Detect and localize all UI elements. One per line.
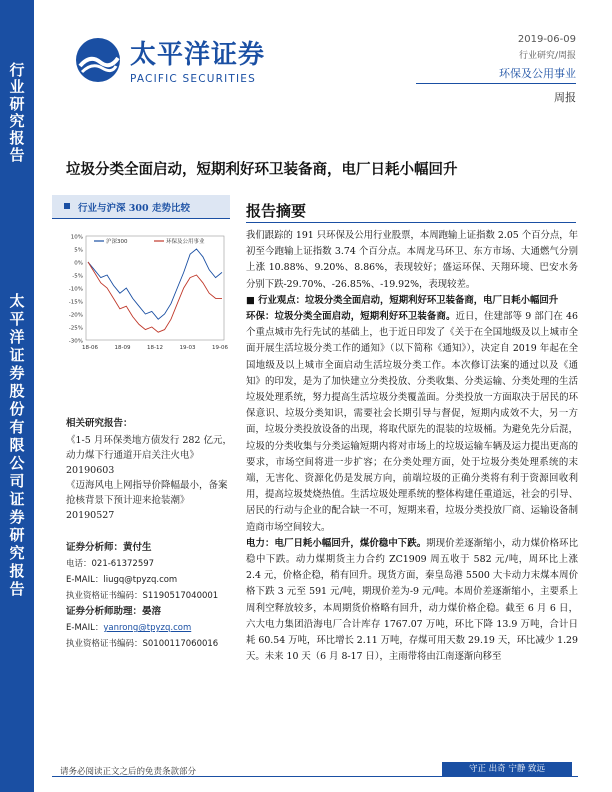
logo-chinese-name: 太平洋证券 bbox=[130, 40, 266, 70]
environment-paragraph bbox=[246, 309, 578, 536]
legend-label: 沪深300 bbox=[106, 239, 128, 245]
y-tick-label: 5% bbox=[74, 247, 83, 254]
summary-body bbox=[246, 228, 578, 665]
summary-paragraph: 我们跟踪的 191 只环保及公用行业股票，本周跑输上证指数 2.05 个百分点，年初至今跑输上证指数 3.74 个百分点。本周龙马环卫、东方市场、大通燃气分别上涨 10.88%、9.20%、8.86%，表现较好；盛运环保、天翔环境、巴安水务分别下跌-29.70%、-26.85%、-19.92%，表现较差。 bbox=[246, 230, 578, 290]
footer-disclaimer: 请务必阅读正文之后的免责条款部分 bbox=[60, 767, 197, 777]
x-tick-label: 18-12 bbox=[147, 345, 163, 351]
power-paragraph bbox=[246, 536, 578, 666]
meta-divider bbox=[416, 83, 576, 84]
analyst-2-email-row bbox=[66, 620, 236, 636]
analyst-2-email[interactable]: yanrong@tpyzq.com bbox=[103, 623, 192, 633]
related-report-date: 20190603 bbox=[66, 465, 115, 476]
y-tick-label: -30% bbox=[68, 338, 83, 345]
trend-chart-svg bbox=[56, 228, 228, 356]
side-label-company: 太平洋证券股份有限公司证券研究报告 bbox=[7, 293, 26, 599]
x-tick-label: 18-06 bbox=[82, 345, 98, 351]
related-reports bbox=[66, 416, 232, 523]
summary-title: 报告摘要 bbox=[246, 202, 307, 220]
analyst-1-name: 证券分析师：黄付生 bbox=[66, 542, 152, 553]
report-sector: 环保及公用事业 bbox=[499, 67, 576, 80]
report-date: 2019-06-09 bbox=[517, 34, 576, 45]
y-tick-label: -5% bbox=[72, 273, 83, 280]
side-label-report-type: 行业研究报告 bbox=[7, 62, 26, 164]
series-line-hs300 bbox=[88, 249, 222, 319]
legend-label: 环保及公用事业 bbox=[166, 239, 205, 245]
related-reports-heading: 相关研究报告： bbox=[66, 418, 133, 429]
trend-section-header bbox=[52, 195, 230, 219]
y-tick-label: -25% bbox=[68, 325, 83, 332]
analyst-1-phone: 电话：021-61372597 bbox=[66, 559, 155, 569]
related-report-item: 《1-5 月环保类地方债发行 282 亿元，动力煤下行通道开启关注火电》 bbox=[66, 435, 232, 461]
trend-chart bbox=[56, 228, 228, 356]
power-text: 期现价差逐渐缩小，动力煤价格环比稳中下跌。动力煤期货主力合约 ZC1909 周五收于 582 元/吨，周环比上涨 2.4 元，价格企稳，稍有回升。现货方面，秦皇岛港 5500 大卡动力末煤本周价格下跌 3 元至 591 元/吨，期现价差为-9 元/吨。本周价差逐渐缩小，主要系上周利空释放较多，本周期货价格略有回升，动力煤价格企稳。截至 6 月 6 日，六大电力集团沿海电厂合计库存 1767.07 万吨，环比下降 13.9 万吨，合计日耗 60.54 万吨，环比增长 2.11 万吨，存煤可用天数 29.19 天，环比减少 1.29 天。未来 10 天（6 月 8-17 日），主雨带将由江南逐渐向移至 bbox=[246, 537, 578, 663]
y-tick-label: 10% bbox=[70, 234, 83, 241]
summary-divider bbox=[246, 222, 576, 223]
related-report-date: 20190527 bbox=[66, 510, 115, 521]
analyst-1-email[interactable]: liugq@tpyzq.com bbox=[103, 575, 178, 585]
analyst-2-license: 执业资格证书编码：S0100117060016 bbox=[66, 639, 219, 649]
power-heading: 电力：电厂日耗小幅回升，煤价稳中下跌。 bbox=[246, 537, 427, 549]
y-tick-label: -15% bbox=[68, 299, 83, 306]
analyst-info bbox=[66, 540, 236, 652]
related-report-item: 《迈海风电上网指导价降幅最小，备案抢核背景下预计迎来抢装潮》 bbox=[66, 480, 228, 506]
report-frequency: 周报 bbox=[554, 91, 576, 104]
x-tick-label: 19-03 bbox=[179, 345, 196, 351]
analyst-1-email-label: E-MAIL： bbox=[66, 575, 104, 585]
analyst-2-name: 证券分析师助理：晏溶 bbox=[66, 606, 162, 617]
logo-english-name: PACIFIC SECURITIES bbox=[130, 73, 257, 85]
logo-wave-icon bbox=[74, 36, 122, 84]
environment-text: 近日，住建部等 9 部门在 46 个重点城市先行先试的基础上，也于近日印发了《关于在全国地级及以上城市全面开展生活垃圾分类工作的通知》（以下简称《通知》），决定自 2019 年起在全国地级及以上城市全面启动生活垃圾分类工作。本次修订法案的通过以及《通知》的印发，是为了加快建立分类投放、分类收集、分类运输、分类处理的生活垃圾处理系统，努力提高生活垃圾分类覆盖面。分类投放一方面取决于居民的环保意识、垃圾分类知识，需要社会长期引导与督促，短期内成效不大，另一方面，垃圾分类投放设备的出现，将取代原先的混装的垃圾桶。为避免先分后混，垃圾的分类收集与分类运输短期内将对市场上的垃圾运输车辆及运力提出更高的要求，市场空间将进一步扩容；在分类处理方面，处于垃圾分类处理系统的末端，无害化、资源化仍是发展方向，前端垃圾的正确分类将有利于资源回收利用，提高垃圾焚烧热值。生活垃圾处理系统的整体构建任重道远，社会的引导、居民的行动与企业的配合缺一不可，短期来看，垃圾分类投放厂商、运输设备制造商市场空间较大。 bbox=[246, 311, 578, 533]
analyst-1-email-row bbox=[66, 572, 236, 588]
x-tick-label: 18-09 bbox=[114, 345, 131, 351]
report-kind: 行业研究/周报 bbox=[518, 51, 576, 61]
y-tick-label: -10% bbox=[68, 286, 83, 293]
x-tick-label: 19-06 bbox=[212, 345, 228, 351]
square-bullet-icon bbox=[64, 203, 70, 209]
company-logo bbox=[74, 34, 265, 85]
industry-view-text: 行业观点：垃圾分类全面启动，短期利好环卫装备商，电厂日耗小幅回升 bbox=[258, 294, 559, 306]
report-meta bbox=[416, 34, 576, 105]
y-tick-label: -20% bbox=[68, 312, 83, 319]
trend-section-label: 行业与沪深 300 走势比较 bbox=[78, 203, 190, 214]
environment-heading: 环保：垃圾分类全面启动，短期利好环卫装备商。 bbox=[246, 311, 456, 323]
y-tick-label: 0% bbox=[74, 260, 83, 267]
footer-motto: 守正 出奇 宁静 致远 bbox=[442, 762, 572, 776]
series-line-sector bbox=[88, 262, 222, 332]
analyst-1-license: 执业资格证书编码：S1190517040001 bbox=[66, 591, 219, 601]
analyst-2-email-label: E-MAIL： bbox=[66, 623, 104, 633]
report-title: 垃圾分类全面启动，短期利好环卫装备商，电厂日耗小幅回升 bbox=[66, 161, 458, 178]
industry-view-bullet: ■ 行业观点：垃圾分类全面启动，短期利好环卫装备商，电厂日耗小幅回升 bbox=[246, 294, 559, 306]
